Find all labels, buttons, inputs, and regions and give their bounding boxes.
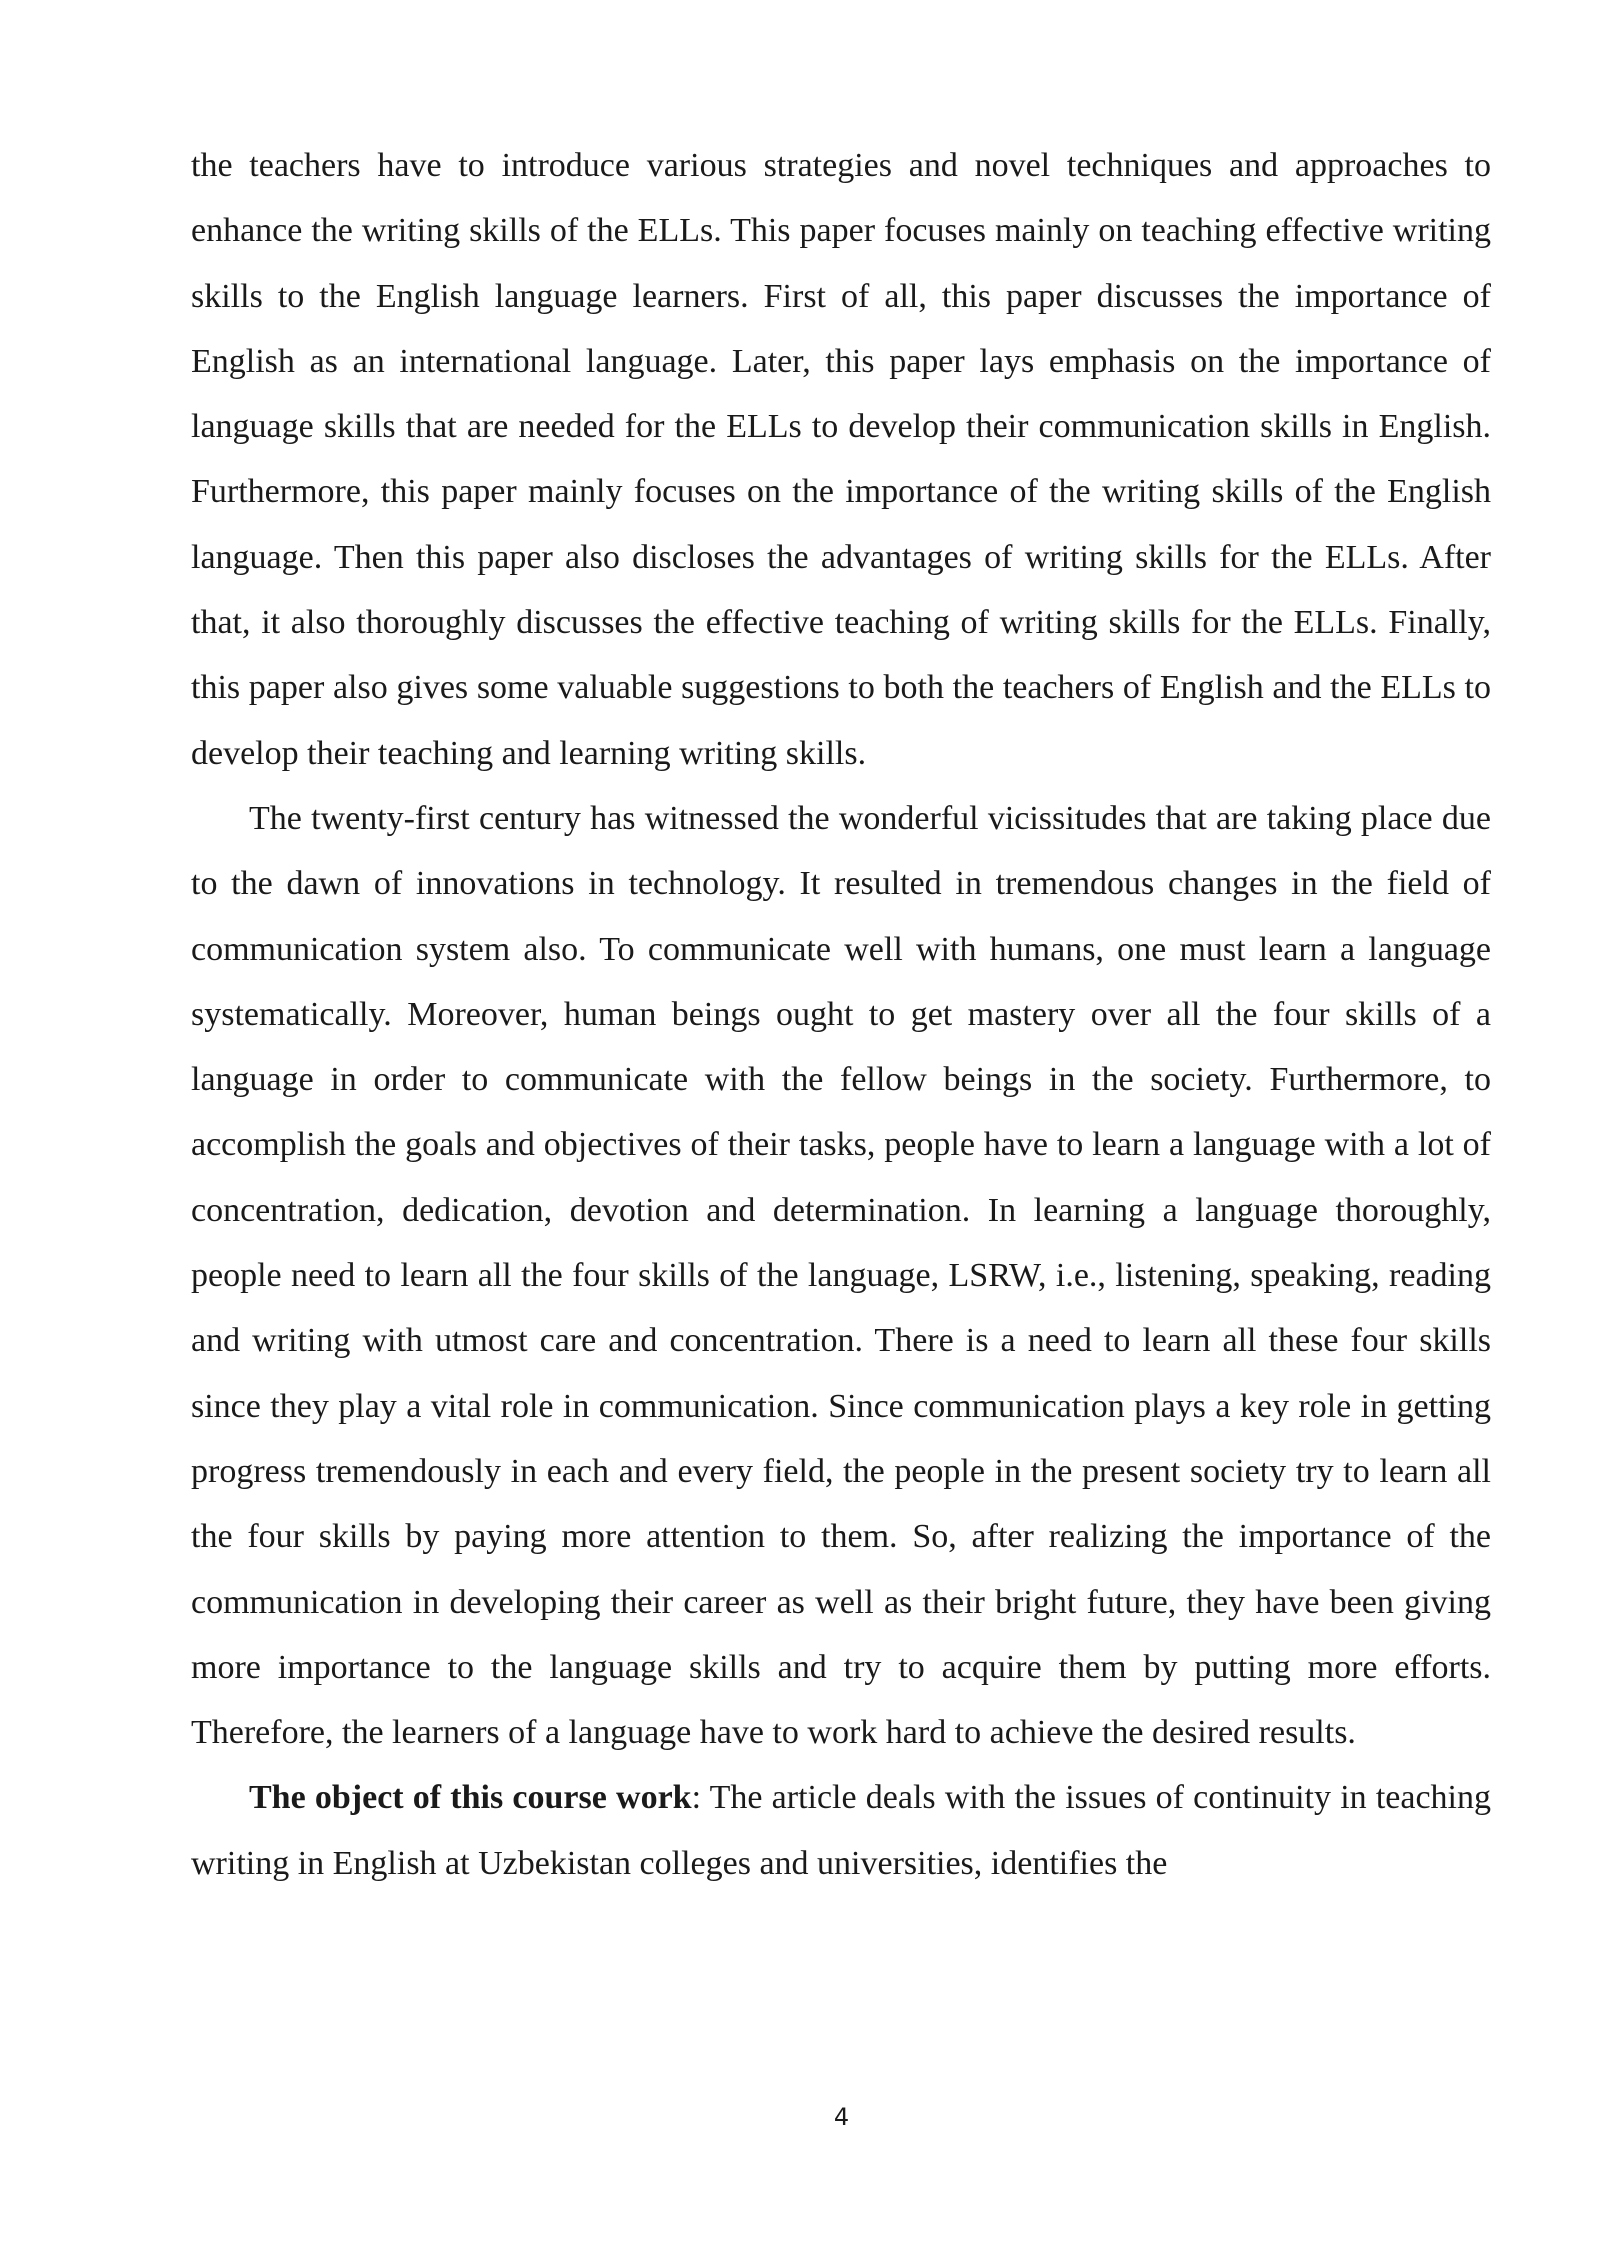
paragraph-3-lead: The object of this course work [249, 1779, 692, 1817]
body-text [191, 133, 1491, 1896]
paragraph-3-text: : The article deals with the issues of continuity in teaching writing in English at Uzbekistan colleges and universities, identifies the [191, 1779, 1491, 1882]
page-number: 4 [833, 2103, 850, 2131]
paragraph-continuation [191, 133, 1491, 786]
paragraph-1-text: the teachers have to introduce various strategies and novel techniques and approaches to enhance the writing skills of the ELLs. This paper focuses mainly on teaching effective writing skills to the English language learners. First of all, this paper discusses the importance of English as an international language. Later, this paper lays emphasis on the importance of language skills that are needed for the ELLs to develop their communication skills in English. Furthermore, this paper mainly focuses on the importance of the writing skills of the English language. Then this paper also discloses the advantages of writing skills for the ELLs. After that, it also thoroughly discusses the effective teaching of writing skills for the ELLs. Finally, this paper also gives some valuable suggestions to both the teachers of English and the ELLs to develop their teaching and learning writing skills. [191, 147, 1491, 772]
paragraph-twenty-first-century [191, 786, 1491, 1765]
paragraph-2-text: The twenty-first century has witnessed the wonderful vicissitudes that are taking place due to the dawn of innovations in technology. It resulted in tremendous changes in the field of communication system also. To communicate well with humans, one must learn a language systematically. Moreover, human beings ought to get mastery over all the four skills of a language in order to communicate with the fellow beings in the society. Furthermore, to accomplish the goals and objectives of their tasks, people have to learn a language with a lot of concentration, dedication, devotion and determination. In learning a language thoroughly, people need to learn all the four skills of the language, LSRW, i.e., listening, speaking, reading and writing with utmost care and concentration. There is a need to learn all these four skills since they play a vital role in communication. Since communication plays a key role in getting progress tremendously in each and every field, the people in the present society try to learn all the four skills by paying more attention to them. So, after realizing the importance of the communication in developing their career as well as their bright future, they have been giving more importance to the language skills and try to acquire them by putting more efforts. Therefore, the learners of a language have to work hard to achieve the desired results. [191, 799, 1491, 1752]
paragraph-object-of-course-work [191, 1765, 1491, 1896]
